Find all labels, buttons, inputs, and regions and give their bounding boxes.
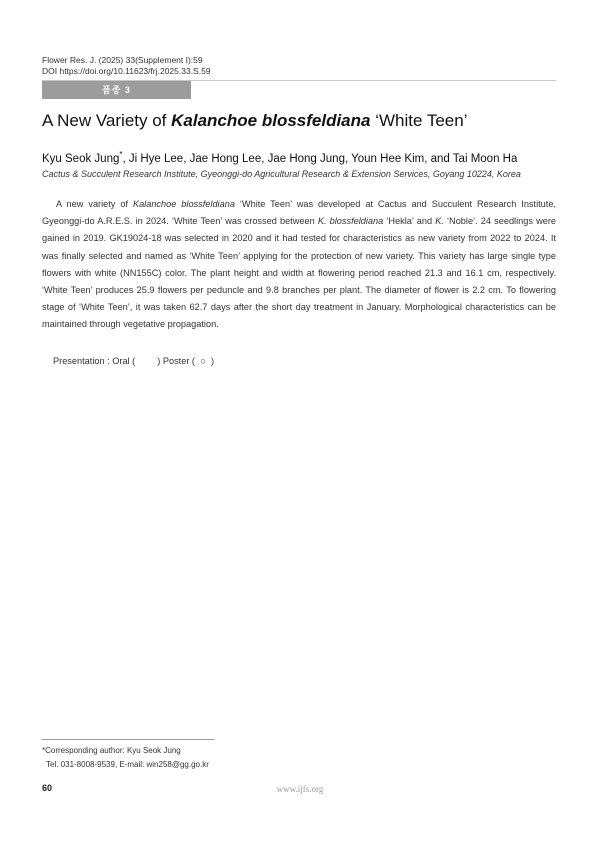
title-prefix: A New Variety of: [42, 111, 172, 130]
poster-mark: ○: [200, 356, 206, 366]
abstract-species-2: K. blossfeldiana: [317, 216, 384, 227]
presentation-type: [53, 356, 214, 366]
abstract-text-1: A new variety of: [56, 199, 133, 209]
first-author: Kyu Seok Jung: [42, 152, 120, 165]
footnote-divider: [42, 739, 214, 740]
presentation-close: ): [211, 356, 215, 366]
presentation-label: Presentation : Oral (: [53, 356, 136, 366]
paper-title: [42, 111, 468, 131]
page-number: 60: [42, 783, 53, 793]
abstract-body: [42, 196, 556, 334]
author-list: [42, 150, 517, 165]
contact-info: Tel. 031-8008-9539, E-mail: win258@gg.go.kr: [46, 760, 209, 769]
affiliation: Cactus & Succulent Research Institute, Gyeonggi-do Agricultural Research & Extension Services, Goyang 10224, Korea: [42, 169, 521, 179]
footnote: [42, 744, 209, 772]
co-authors: , Ji Hye Lee, Jae Hong Lee, Jae Hong Jung, Youn Hee Kim, and Tai Moon Ha: [122, 152, 518, 165]
abstract-text-2: ‘White Teen’ was developed at Cactus and Succulent Research Institute, Gyeonggi-do A.R.E.S. in 2024. ‘White Teen’ was crossed between: [42, 199, 556, 227]
abstract-species-1: Kalanchoe blossfeldiana: [132, 199, 235, 209]
title-species: Kalanchoe blossfeldiana: [171, 111, 371, 130]
doi-line: DOI https://doi.org/10.11623/frj.2025.33.S.59: [42, 66, 211, 76]
abstract-species-3: K.: [435, 216, 444, 227]
poster-label: ) Poster (: [157, 356, 195, 366]
abstract-text-4: ‘Noble’. 24 seedlings were gained in 2019. GK19024-18 was selected in 2020 and it had tested for characteristics as new variety from 2022 to 2024. It was finally selected and named as ‘White Teen’ applying for the protection of new variety. This variety has large single type flowers with white (NN155C) color. The plant height and width at flowering period reached 21.3 and 16.1 cm, respectively. ‘White Teen’ produces 25.9 flowers per peduncle and 9.8 branches per plant. The diameter of flower is 2.2 cm. To flowering stage of ‘White Teen’, it was taken 62.7 days after the short day treatment in January. Morphological characteristics can be maintained through vegetative propagation.: [42, 216, 556, 330]
title-cultivar: ‘White Teen’: [370, 111, 468, 130]
section-label: 품종 3: [42, 81, 191, 99]
corresponding-mark: *: [119, 150, 123, 159]
journal-website: www.ijfs.org: [276, 784, 324, 794]
abstract-text-3: ‘Hekla’ and: [383, 216, 436, 227]
journal-citation: Flower Res. J. (2025) 33(Supplement I):59: [42, 55, 203, 65]
journal-header: [42, 55, 211, 77]
corresponding-author: *Corresponding author: Kyu Seok Jung: [42, 746, 181, 755]
